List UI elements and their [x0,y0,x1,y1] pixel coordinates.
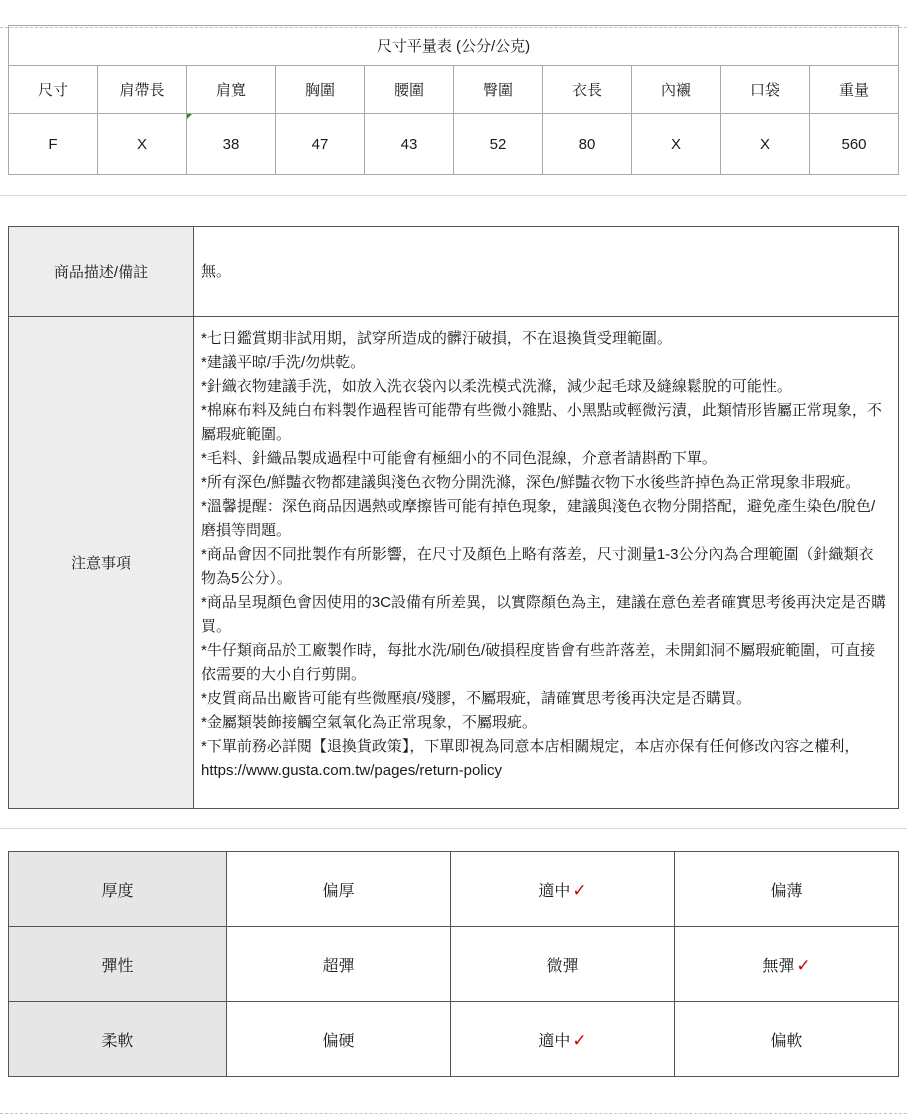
info-row [9,227,899,317]
size-column-header: 胸圍 [276,66,365,114]
attribute-option [451,852,675,927]
attribute-option-text: 偏薄 [770,882,803,900]
product-info-table [8,226,899,809]
note-line: *牛仔類商品於工廠製作時，每批水洗/刷色/破損程度皆會有些許落差，未開釦洞不屬瑕疵範圍，可直接依需要的大小自行剪開。 [201,642,876,683]
attribute-label: 柔軟 [9,1002,227,1077]
size-column-header: 衣長 [543,66,632,114]
size-table-title-row [9,26,899,66]
note-line: *棉麻布料及純白布料製作過程皆可能帶有些微小雜點、小黑點或輕微污漬，此類情形皆屬正常現象，不屬瑕疵範圍。 [201,402,882,443]
size-value-cell: 52 [454,114,543,175]
attribute-label: 厚度 [9,852,227,927]
info-row [9,317,899,809]
note-line: *建議平晾/手洗/勿烘乾。 [201,354,366,371]
attribute-option-text: 適中 [538,1032,571,1050]
note-line: *溫馨提醒：深色商品因遇熱或摩擦皆可能有掉色現象，建議與淺色衣物分開搭配，避免產生染色/脫色/磨損等問題。 [201,498,876,539]
attribute-option [675,1002,899,1077]
size-value-cell: 43 [365,114,454,175]
attribute-row [9,927,899,1002]
attribute-label: 彈性 [9,927,227,1002]
note-line: *下單前務必詳閱【退換貨政策】，下單即視為同意本店相關規定，本店亦保有任何修改內容之權利，https://www.gusta.com.tw/pages/return-policy [201,738,860,779]
note-line: 無。 [201,262,232,280]
attribute-option-text: 適中 [538,882,571,900]
info-row-content [194,317,899,809]
attribute-option [227,852,451,927]
size-value-cell-with-note-marker: 38 [187,114,276,175]
attribute-option [451,927,675,1002]
size-value-cell: 47 [276,114,365,175]
attribute-option [227,1002,451,1077]
size-value-cell: X [721,114,810,175]
size-value-cell: 560 [810,114,899,175]
info-table-body [9,227,899,809]
attribute-option [675,852,899,927]
check-icon: ✓ [796,955,811,975]
info-row-label: 注意事項 [9,317,194,809]
attribute-row [9,1002,899,1077]
size-table-title: 尺寸平量表 (公分/公克) [9,26,899,66]
note-line: *毛料、針織品製成過程中可能會有極細小的不同色混線，介意者請斟酌下單。 [201,450,717,467]
check-icon: ✓ [572,880,587,900]
note-line: *七日鑑賞期非試用期，試穿所造成的髒汙破損，不在退換貨受理範圍。 [201,330,672,347]
size-table-header-row [9,66,899,114]
section-divider [0,195,907,196]
size-table-value-row [9,114,899,175]
attribute-option-text: 偏厚 [322,882,355,900]
size-value-cell: X [632,114,721,175]
size-column-header: 腰圍 [365,66,454,114]
size-column-header: 重量 [810,66,899,114]
size-column-header: 口袋 [721,66,810,114]
attribute-option-text: 微彈 [546,957,579,975]
size-value-cell: F [9,114,98,175]
info-row-content [194,227,899,317]
size-value-cell: 80 [543,114,632,175]
attribute-option-text: 偏硬 [322,1032,355,1050]
info-row-label: 商品描述/備註 [9,227,194,317]
attribute-option [675,927,899,1002]
size-measurement-table [8,25,899,175]
check-icon: ✓ [572,1030,587,1050]
fabric-attribute-table [8,851,899,1077]
note-line: *所有深色/鮮豔衣物都建議與淺色衣物分開洗滌，深色/鮮豔衣物下水後些許掉色為正常現象非瑕疵。 [201,474,861,491]
note-line: *皮質商品出廠皆可能有些微壓痕/殘膠，不屬瑕疵，請確實思考後再決定是否購買。 [201,690,752,707]
size-column-header: 肩帶長 [98,66,187,114]
size-column-header: 內襯 [632,66,721,114]
attribute-option-text: 超彈 [322,957,355,975]
size-value-cell: X [98,114,187,175]
attribute-row [9,852,899,927]
attribute-option [451,1002,675,1077]
bottom-dashed-divider [0,1113,907,1114]
note-line: *商品會因不同批製作有所影響，在尺寸及顏色上略有落差，尺寸測量1-3公分內為合理範圍（針織類衣物為5公分）。 [201,546,874,587]
section-divider [0,828,907,829]
note-line: *針織衣物建議手洗，如放入洗衣袋內以柔洗模式洗滌，減少起毛球及縫線鬆脫的可能性。 [201,378,792,395]
size-table-body [9,26,899,175]
size-column-header: 臀圍 [454,66,543,114]
size-column-header: 肩寬 [187,66,276,114]
note-line: *商品呈現顏色會因使用的3C設備有所差異，以實際顏色為主，建議在意色差者確實思考後再決定是否購買。 [201,594,887,635]
attribute-option-text: 無彈 [762,957,795,975]
attribute-option-text: 偏軟 [770,1032,803,1050]
size-column-header: 尺寸 [9,66,98,114]
attribute-table-body [9,852,899,1077]
attribute-option [227,927,451,1002]
note-line: *金屬類裝飾接觸空氣氧化為正常現象，不屬瑕疵。 [201,714,537,731]
